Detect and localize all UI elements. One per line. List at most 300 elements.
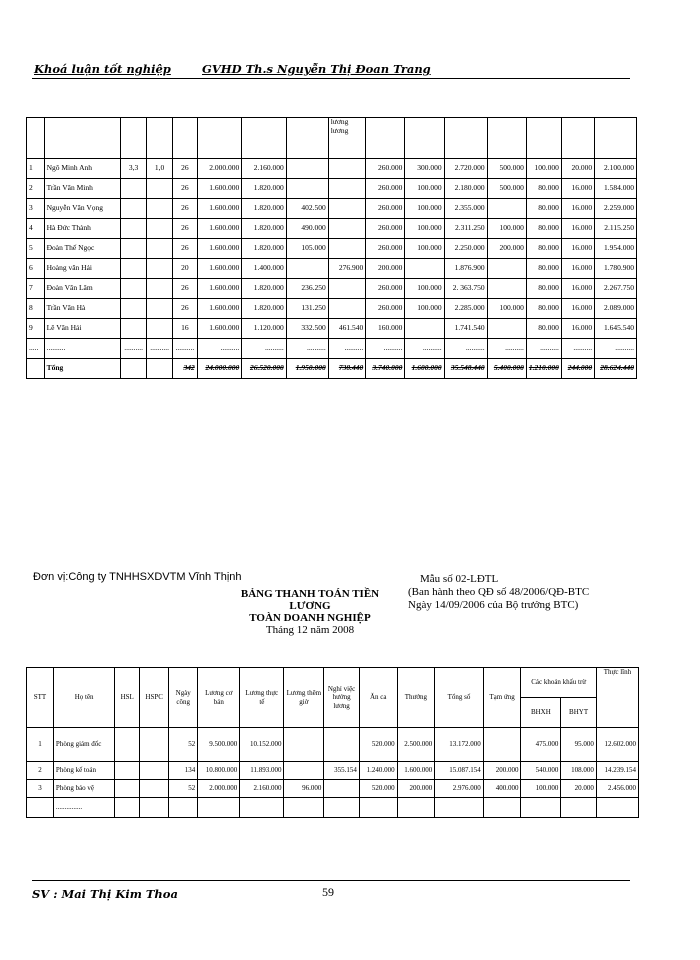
- cell: 355.154: [324, 762, 360, 780]
- cell: [115, 728, 140, 762]
- t1-head-cell: [405, 118, 444, 159]
- cell: [324, 798, 360, 818]
- cell: 16.000: [561, 319, 594, 339]
- cell: 80.000: [526, 299, 561, 319]
- cell: 1.741.540: [444, 319, 487, 339]
- cell: 80.000: [526, 179, 561, 199]
- cell: 200.000: [397, 780, 435, 798]
- col-advance: Tạm ứng: [483, 668, 521, 728]
- cell: 1.954.000: [595, 239, 637, 259]
- cell: [328, 239, 365, 259]
- cell: 1.600.000: [197, 279, 242, 299]
- cell: 2.720.000: [444, 159, 487, 179]
- cell: 1.240.000: [359, 762, 397, 780]
- cell: 500.000: [487, 179, 526, 199]
- cell: 6: [27, 259, 45, 279]
- cell: 100.000: [405, 239, 444, 259]
- employee-name: Lê Văn Hải: [44, 319, 120, 339]
- cell: 131.250: [286, 299, 328, 319]
- t1-head-cell: lương lương: [328, 118, 365, 159]
- cell: 105.000: [286, 239, 328, 259]
- cell: 52: [169, 780, 198, 798]
- cell: [147, 219, 173, 239]
- cell: 2.500.000: [397, 728, 435, 762]
- cell: 100.000: [487, 219, 526, 239]
- cell: 1.820.000: [242, 299, 287, 319]
- page-footer: [32, 880, 630, 901]
- cell: 461.540: [328, 319, 365, 339]
- cell: 10.800.000: [198, 762, 240, 780]
- cell: [487, 199, 526, 219]
- cell: 26: [173, 219, 198, 239]
- cell: ..........: [173, 339, 198, 359]
- cell: [397, 798, 435, 818]
- cell: 402.500: [286, 199, 328, 219]
- total-cell: [147, 359, 173, 379]
- cell: 80.000: [526, 199, 561, 219]
- department-name: ...............: [53, 798, 114, 818]
- total-cell: 5.400.000: [487, 359, 526, 379]
- form-reference: [408, 573, 590, 612]
- cell: 3: [27, 780, 54, 798]
- cell: [121, 179, 147, 199]
- total-cell: 244.000: [561, 359, 594, 379]
- table-row: [27, 798, 639, 818]
- cell: 2.000.000: [198, 780, 240, 798]
- cell: 100.000: [526, 159, 561, 179]
- total-cell: 28.624.440: [595, 359, 637, 379]
- t1-head-cell: [561, 118, 594, 159]
- t1-head-cell: [286, 118, 328, 159]
- cell: 500.000: [487, 159, 526, 179]
- cell: [147, 259, 173, 279]
- cell: [328, 179, 365, 199]
- cell: 1.820.000: [242, 219, 287, 239]
- total-cell: 35.548.440: [444, 359, 487, 379]
- cell: 1.600.000: [197, 199, 242, 219]
- cell: 80.000: [526, 319, 561, 339]
- cell: 475.000: [521, 728, 561, 762]
- cell: 300.000: [405, 159, 444, 179]
- employee-name: Đoàn Thế Ngọc: [44, 239, 120, 259]
- form-code: Mẫu số 02-LĐTL: [420, 573, 499, 585]
- cell: 9.500.000: [198, 728, 240, 762]
- total-row: [27, 359, 637, 379]
- cell: [121, 259, 147, 279]
- cell: 260.000: [366, 239, 405, 259]
- cell: 2.180.000: [444, 179, 487, 199]
- cell: 2.160.000: [240, 780, 284, 798]
- cell: 7: [27, 279, 45, 299]
- cell: 1.120.000: [242, 319, 287, 339]
- cell: 16.000: [561, 199, 594, 219]
- t1-head-cell: [595, 118, 637, 159]
- cell: [147, 179, 173, 199]
- cell: 400.000: [483, 780, 521, 798]
- cell: 1.820.000: [242, 179, 287, 199]
- cell: 16.000: [561, 279, 594, 299]
- col-bhxh: BHXH: [521, 698, 561, 728]
- cell: 9: [27, 319, 45, 339]
- cell: 20.000: [561, 780, 597, 798]
- cell: 100.000: [521, 780, 561, 798]
- cell: 1.600.000: [197, 259, 242, 279]
- document-title: [230, 588, 390, 636]
- cell: 8: [27, 299, 45, 319]
- cell: ..........: [147, 339, 173, 359]
- cell: ..........: [328, 339, 365, 359]
- total-cell: 1.600.000: [405, 359, 444, 379]
- cell: 16.000: [561, 259, 594, 279]
- total-cell: [27, 359, 45, 379]
- cell: 1.820.000: [242, 239, 287, 259]
- cell: [115, 798, 140, 818]
- cell: 16.000: [561, 299, 594, 319]
- cell: [405, 259, 444, 279]
- cell: 200.000: [483, 762, 521, 780]
- col-total: Tổng số: [435, 668, 483, 728]
- cell: 26: [173, 239, 198, 259]
- cell: [286, 179, 328, 199]
- table-row: [27, 259, 637, 279]
- header-right: GVHD Th.s Nguyễn Thị Đoan Trang: [202, 62, 431, 76]
- total-cell: 3.740.000: [366, 359, 405, 379]
- cell: .....: [27, 339, 45, 359]
- total-cell: [121, 359, 147, 379]
- cell: 1: [27, 728, 54, 762]
- table-row: [27, 728, 639, 762]
- cell: 26: [173, 299, 198, 319]
- cell: 2.100.000: [595, 159, 637, 179]
- cell: [487, 279, 526, 299]
- payroll-table: [26, 667, 639, 818]
- cell: [328, 299, 365, 319]
- cell: [284, 798, 324, 818]
- cell: [121, 239, 147, 259]
- cell: [147, 239, 173, 259]
- cell: 1,0: [147, 159, 173, 179]
- cell: [140, 780, 169, 798]
- table-row: [27, 199, 637, 219]
- cell: 260.000: [366, 159, 405, 179]
- total-cell: 342: [173, 359, 198, 379]
- col-bhyt: BHYT: [561, 698, 597, 728]
- col-base: Lương cơ bản: [198, 668, 240, 728]
- cell: [147, 199, 173, 219]
- cell: 2.160.000: [242, 159, 287, 179]
- cell: [483, 798, 521, 818]
- cell: 490.000: [286, 219, 328, 239]
- cell: ..........: [242, 339, 287, 359]
- cell: ..........: [487, 339, 526, 359]
- cell: 4: [27, 219, 45, 239]
- cell: 20.000: [561, 159, 594, 179]
- cell: [596, 798, 638, 818]
- table-row: [27, 780, 639, 798]
- cell: 2.115.250: [595, 219, 637, 239]
- cell: 3: [27, 199, 45, 219]
- cell: 100.000: [405, 199, 444, 219]
- t1-head-cell: [242, 118, 287, 159]
- cell: 100.000: [405, 219, 444, 239]
- cell: [115, 780, 140, 798]
- cell: [121, 279, 147, 299]
- cell: 96.000: [284, 780, 324, 798]
- cell: 1.600.000: [197, 299, 242, 319]
- cell: 16.000: [561, 219, 594, 239]
- cell: 2.355.000: [444, 199, 487, 219]
- cell: 108.000: [561, 762, 597, 780]
- cell: 1.780.900: [595, 259, 637, 279]
- cell: 15.087.154: [435, 762, 483, 780]
- cell: [521, 798, 561, 818]
- cell: 2.976.000: [435, 780, 483, 798]
- cell: [324, 780, 360, 798]
- cell: 2: [27, 179, 45, 199]
- cell: 1.600.000: [197, 219, 242, 239]
- total-cell: 738.440: [328, 359, 365, 379]
- form-line-2: Ngày 14/09/2006 của Bộ trưởng BTC): [408, 599, 579, 611]
- cell: [147, 299, 173, 319]
- cell: 26: [173, 199, 198, 219]
- cell: [121, 299, 147, 319]
- cell: 2.456.000: [596, 780, 638, 798]
- table-row: [27, 219, 637, 239]
- form-line-1: (Ban hành theo QĐ số 48/2006/QĐ-BTC: [408, 586, 590, 598]
- cell: [328, 159, 365, 179]
- cell: 2.259.000: [595, 199, 637, 219]
- cell: [328, 219, 365, 239]
- cell: 520.000: [359, 780, 397, 798]
- cell: [328, 199, 365, 219]
- cell: 14.239.154: [596, 762, 638, 780]
- cell: [405, 319, 444, 339]
- total-cell: 1.950.000: [286, 359, 328, 379]
- cell: 80.000: [526, 239, 561, 259]
- cell: 2.250.000: [444, 239, 487, 259]
- salary-table-continued: [26, 117, 637, 379]
- cell: [284, 728, 324, 762]
- department-name: Phòng bảo vệ: [53, 780, 114, 798]
- cell: 11.893.000: [240, 762, 284, 780]
- col-hsl: HSL: [115, 668, 140, 728]
- cell: [483, 728, 521, 762]
- total-cell: 24.000.000: [197, 359, 242, 379]
- table-row: [27, 279, 637, 299]
- table-row: [27, 239, 637, 259]
- cell: ..........: [561, 339, 594, 359]
- t1-head-cell: [173, 118, 198, 159]
- employee-name: ..........: [44, 339, 120, 359]
- cell: [487, 319, 526, 339]
- cell: [359, 798, 397, 818]
- cell: 200.000: [366, 259, 405, 279]
- cell: 3,3: [121, 159, 147, 179]
- cell: [140, 798, 169, 818]
- total-label: Tổng: [44, 359, 120, 379]
- col-stt: STT: [27, 668, 54, 728]
- title-line-1: BẢNG THANH TOÁN TIỀN LƯƠNG: [240, 588, 380, 612]
- title-line-2: TOÀN DOANH NGHIỆP: [249, 612, 371, 624]
- t1-head-cell: [526, 118, 561, 159]
- cell: 1.876.900: [444, 259, 487, 279]
- cell: [121, 319, 147, 339]
- cell: [140, 762, 169, 780]
- cell: 260.000: [366, 279, 405, 299]
- col-overtime: Lương thêm giờ: [284, 668, 324, 728]
- col-leave: Nghỉ việc hưởng lương: [324, 668, 360, 728]
- cell: 332.500: [286, 319, 328, 339]
- cell: 100.000: [405, 299, 444, 319]
- cell: 100.000: [405, 279, 444, 299]
- cell: 2: [27, 762, 54, 780]
- cell: 540.000: [521, 762, 561, 780]
- cell: 1.600.000: [397, 762, 435, 780]
- cell: [487, 259, 526, 279]
- cell: [240, 798, 284, 818]
- page-header: [32, 60, 630, 79]
- cell: [121, 219, 147, 239]
- t1-head-cell: [197, 118, 242, 159]
- cell: ..........: [526, 339, 561, 359]
- cell: 16.000: [561, 239, 594, 259]
- cell: 1.400.000: [242, 259, 287, 279]
- cell: 100.000: [487, 299, 526, 319]
- total-cell: 1.210.000: [526, 359, 561, 379]
- unit-name: Đơn vị:Công ty TNHHSXDVTM Vĩnh Thịnh: [33, 571, 242, 583]
- col-meal: Ăn ca: [359, 668, 397, 728]
- cell: [198, 798, 240, 818]
- cell: 2.311.250: [444, 219, 487, 239]
- cell: [286, 159, 328, 179]
- cell: 2.285.000: [444, 299, 487, 319]
- cell: 20: [173, 259, 198, 279]
- table-row: [27, 159, 637, 179]
- cell: [561, 798, 597, 818]
- cell: 95.000: [561, 728, 597, 762]
- cell: 16.000: [561, 179, 594, 199]
- employee-name: Nguyễn Văn Vọng: [44, 199, 120, 219]
- department-name: Phòng giám đốc: [53, 728, 114, 762]
- footer-student: SV : Mai Thị Kim Thoa: [32, 887, 178, 901]
- table-row: [27, 179, 637, 199]
- cell: 1.820.000: [242, 279, 287, 299]
- cell: 276.900: [328, 259, 365, 279]
- table-row: [27, 319, 637, 339]
- cell: ..........: [121, 339, 147, 359]
- cell: [147, 279, 173, 299]
- cell: ..........: [405, 339, 444, 359]
- cell: [121, 199, 147, 219]
- cell: 12.602.000: [596, 728, 638, 762]
- page-number: 59: [322, 885, 334, 899]
- table-row: [27, 762, 639, 780]
- cell: 1.600.000: [197, 239, 242, 259]
- table-row: [27, 299, 637, 319]
- cell: [27, 798, 54, 818]
- cell: 2.000.000: [197, 159, 242, 179]
- cell: 13.172.000: [435, 728, 483, 762]
- cell: ..........: [444, 339, 487, 359]
- col-hspc: HSPC: [140, 668, 169, 728]
- cell: ..........: [366, 339, 405, 359]
- cell: 1.600.000: [197, 179, 242, 199]
- cell: ..........: [286, 339, 328, 359]
- department-name: Phòng kế toán: [53, 762, 114, 780]
- cell: [286, 259, 328, 279]
- employee-name: Hà Đức Thành: [44, 219, 120, 239]
- employee-name: Đoàn Văn Lâm: [44, 279, 120, 299]
- col-actual: Lương thực tế: [240, 668, 284, 728]
- cell: 1: [27, 159, 45, 179]
- t1-head-cell: [27, 118, 45, 159]
- col-days: Ngày công: [169, 668, 198, 728]
- cell: 26: [173, 159, 198, 179]
- cell: 134: [169, 762, 198, 780]
- cell: [284, 762, 324, 780]
- cell: [435, 798, 483, 818]
- col-name: Họ tên: [53, 668, 114, 728]
- t1-head-cell: [44, 118, 120, 159]
- cell: 2.089.000: [595, 299, 637, 319]
- cell: 260.000: [366, 179, 405, 199]
- total-cell: 26.520.000: [242, 359, 287, 379]
- col-net: Thực lĩnh: [596, 668, 638, 728]
- cell: [169, 798, 198, 818]
- t1-head-cell: [147, 118, 173, 159]
- cell: ..........: [595, 339, 637, 359]
- col-bonus: Thưởng: [397, 668, 435, 728]
- cell: 2. 363.750: [444, 279, 487, 299]
- cell: 200.000: [487, 239, 526, 259]
- cell: 260.000: [366, 199, 405, 219]
- cell: 10.152.000: [240, 728, 284, 762]
- cell: 80.000: [526, 259, 561, 279]
- cell: 5: [27, 239, 45, 259]
- cell: 26: [173, 179, 198, 199]
- cell: 260.000: [366, 299, 405, 319]
- employee-name: Ngô Minh Anh: [44, 159, 120, 179]
- cell: 1.820.000: [242, 199, 287, 219]
- header-left: Khoá luận tốt nghiệp: [34, 62, 171, 76]
- cell: 26: [173, 279, 198, 299]
- cell: 260.000: [366, 219, 405, 239]
- t1-head-cell: [121, 118, 147, 159]
- employee-name: Trần Văn Minh: [44, 179, 120, 199]
- cell: 236.250: [286, 279, 328, 299]
- cell: 80.000: [526, 279, 561, 299]
- t1-head-cell: [444, 118, 487, 159]
- col-deductions: Các khoản khấu trừ: [521, 668, 596, 698]
- cell: 1.645.540: [595, 319, 637, 339]
- table-row: [27, 339, 637, 359]
- cell: 520.000: [359, 728, 397, 762]
- cell: [324, 728, 360, 762]
- cell: 16: [173, 319, 198, 339]
- cell: [115, 762, 140, 780]
- cell: 52: [169, 728, 198, 762]
- cell: ..........: [197, 339, 242, 359]
- cell: 160.000: [366, 319, 405, 339]
- cell: [140, 728, 169, 762]
- cell: 100.000: [405, 179, 444, 199]
- cell: [328, 279, 365, 299]
- cell: 80.000: [526, 219, 561, 239]
- cell: 1.600.000: [197, 319, 242, 339]
- employee-name: Trần Văn Hà: [44, 299, 120, 319]
- title-month: Tháng 12 năm 2008: [265, 624, 355, 636]
- cell: 2.267.750: [595, 279, 637, 299]
